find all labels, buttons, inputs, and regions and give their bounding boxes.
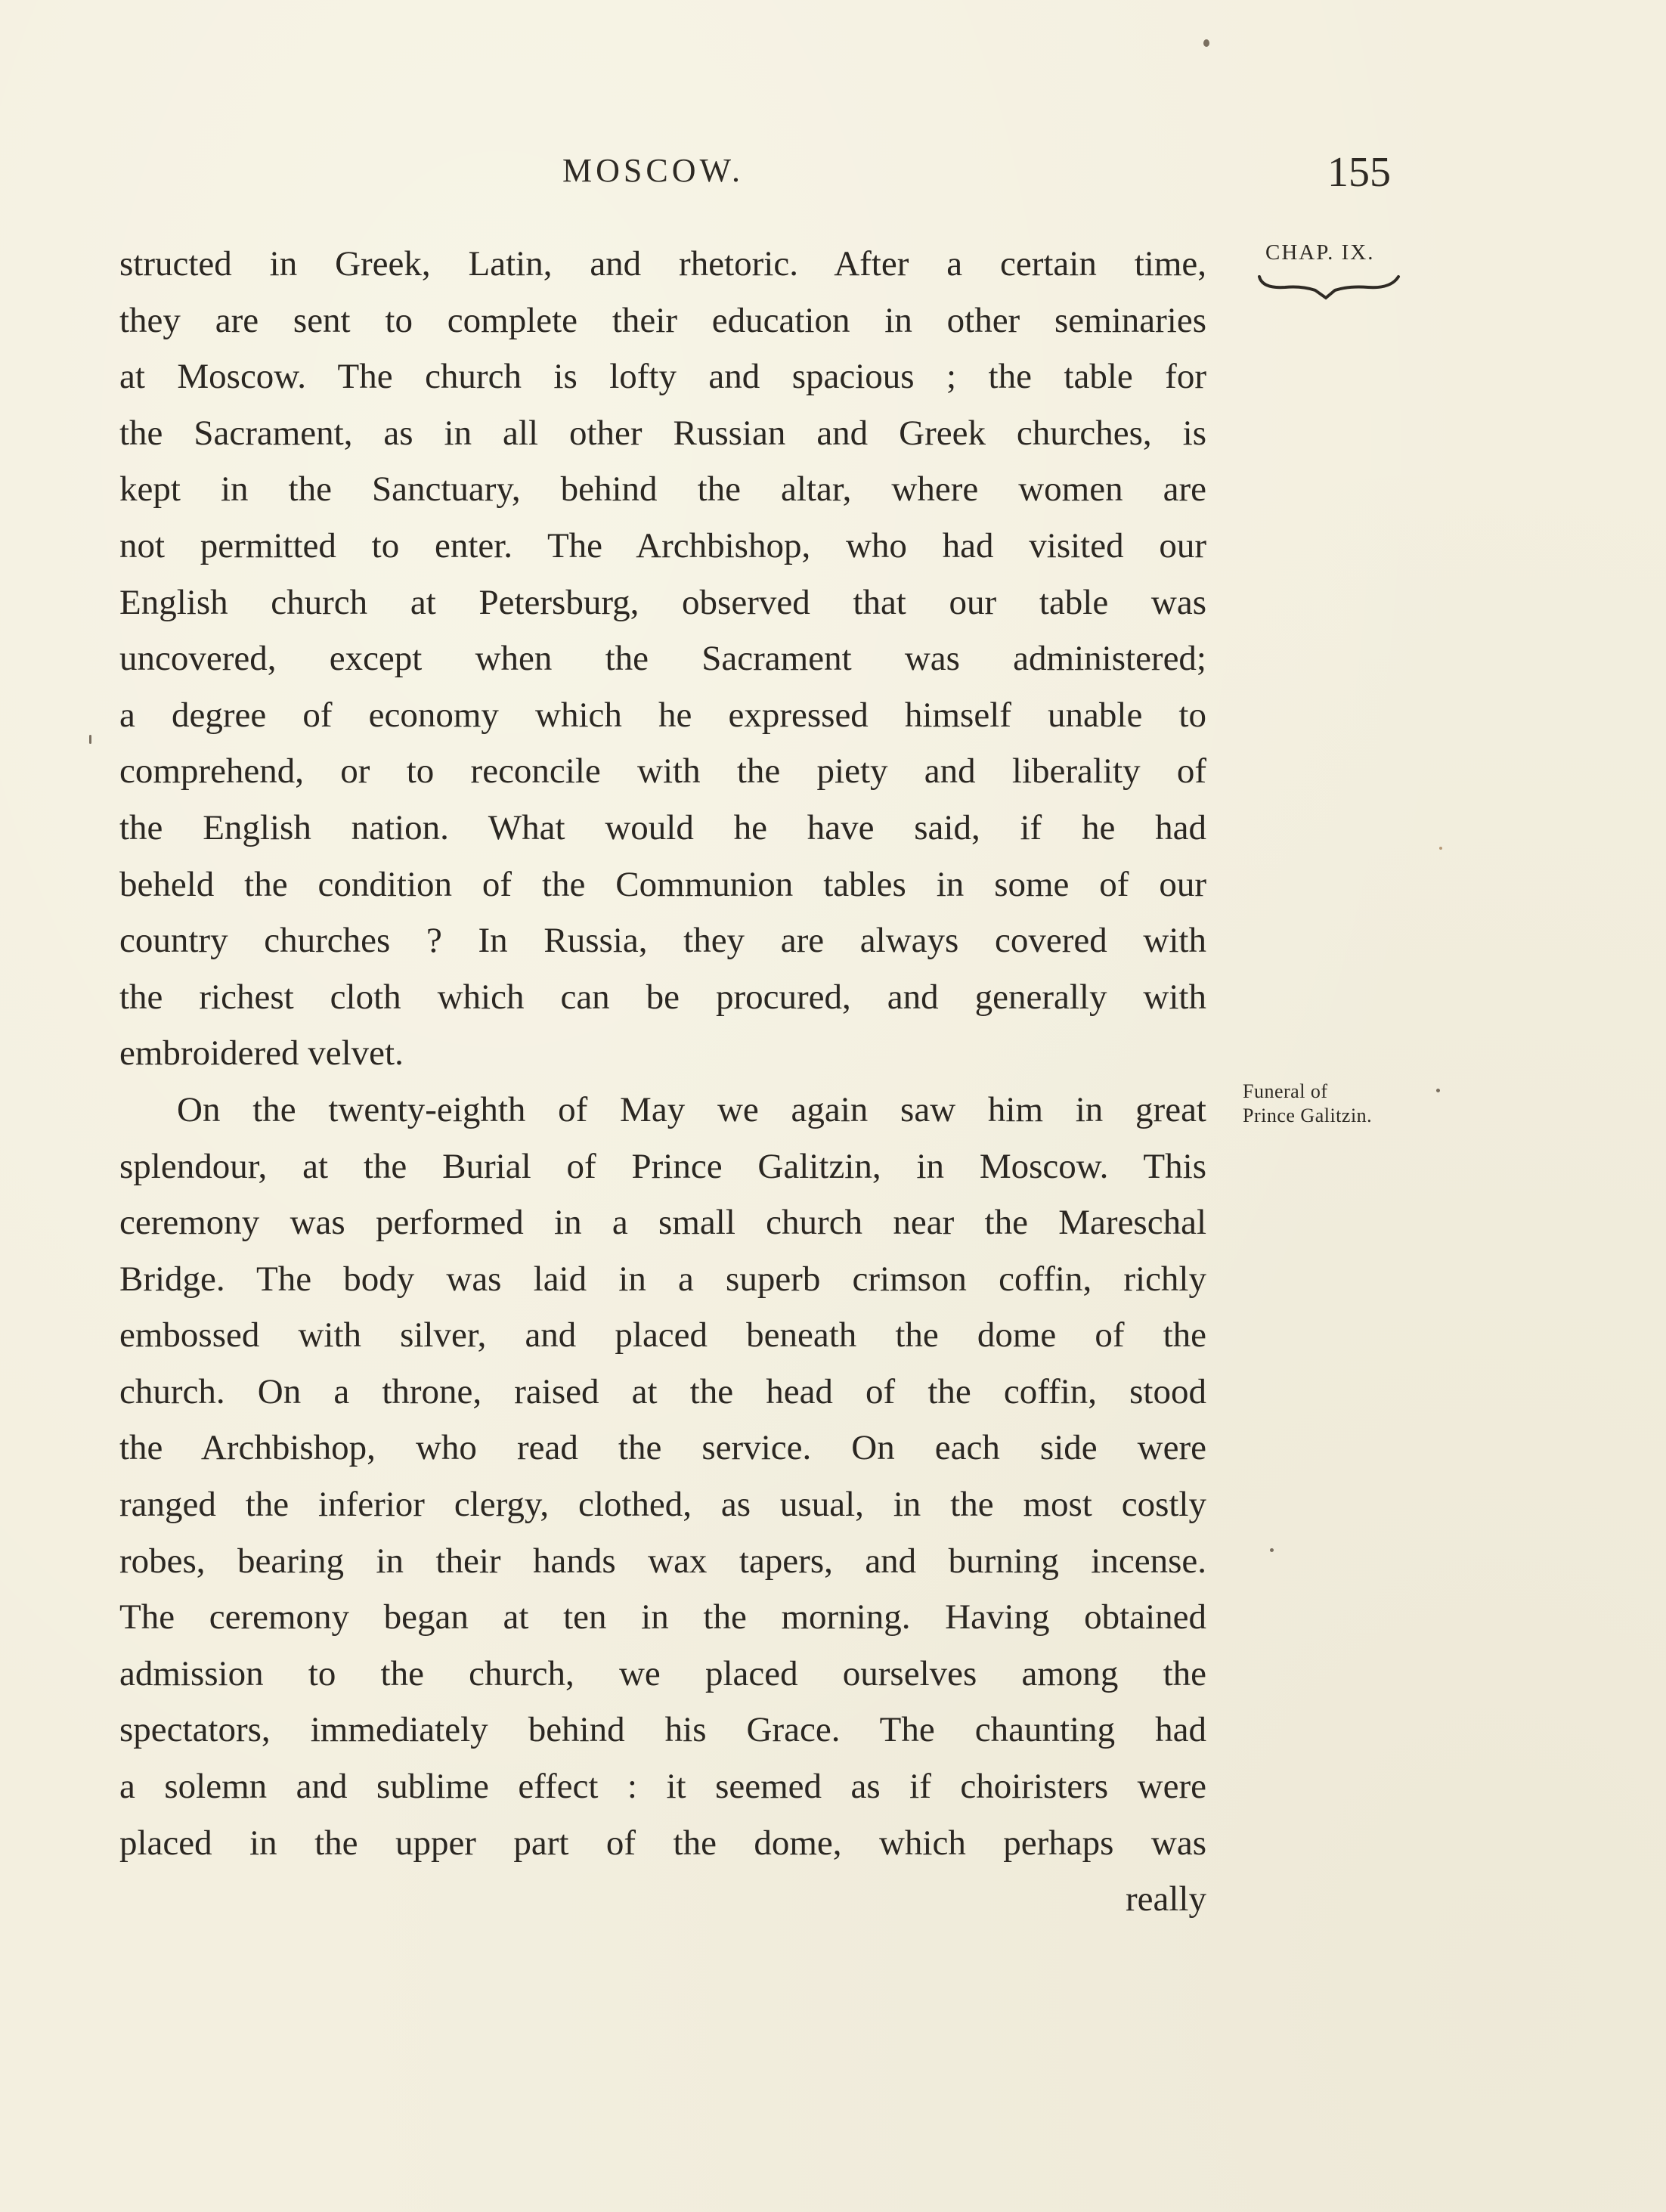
text-line: The ceremony began at ten in the morning. Having obtained xyxy=(119,1597,1206,1637)
paper-speck xyxy=(89,735,91,744)
running-head: MOSCOW. xyxy=(562,152,744,189)
text-line: English church at Petersburg, observed that our table was xyxy=(119,582,1206,622)
text-line: splendour, at the Burial of Prince Galitzin, in Moscow. This xyxy=(119,1146,1206,1186)
text-line: ceremony was performed in a small church near the Mareschal xyxy=(119,1203,1206,1243)
text-line: the English nation. What would he have said, if he had xyxy=(119,807,1206,847)
text-line: uncovered, except when the Sacrament was administered; xyxy=(119,639,1206,679)
chapter-marginal-label: CHAP. IX. xyxy=(1265,240,1375,265)
brace-ornament-icon xyxy=(1255,274,1406,301)
text-line: country churches ? In Russia, they are always covered with xyxy=(119,921,1206,961)
text-line: the Archbishop, who read the service. On each side were xyxy=(119,1428,1206,1468)
text-line: beheld the condition of the Communion tables in some of our xyxy=(119,864,1206,904)
text-line: the richest cloth which can be procured, and generally with xyxy=(119,977,1206,1017)
text-line: embroidered velvet. xyxy=(119,1033,404,1073)
paragraph-first-line: On the twenty-eighth of May we again saw him in great xyxy=(177,1089,1206,1129)
page-number: 155 xyxy=(1327,149,1391,196)
text-line: admission to the church, we placed ourselves among the xyxy=(119,1653,1206,1693)
text-line: kept in the Sanctuary, behind the altar, where women are xyxy=(119,469,1206,510)
text-line: a solemn and sublime effect : it seemed as if choiristers were xyxy=(119,1767,1206,1807)
marginal-note-line-2: Prince Galitzin. xyxy=(1243,1104,1373,1126)
paper-speck xyxy=(1436,1089,1440,1092)
catchword: really xyxy=(1126,1879,1206,1919)
text-line: comprehend, or to reconcile with the piety and liberality of xyxy=(119,751,1206,792)
text-line: embossed with silver, and placed beneath the dome of the xyxy=(119,1315,1206,1355)
funeral-marginal-note xyxy=(1243,1080,1372,1128)
text-line: placed in the upper part of the dome, which perhaps was xyxy=(119,1823,1206,1863)
paper-speck xyxy=(1270,1548,1274,1552)
text-line: at Moscow. The church is lofty and spacious ; the table for xyxy=(119,357,1206,397)
marginal-note-line-1: Funeral of xyxy=(1243,1080,1328,1102)
text-line: ranged the inferior clergy, clothed, as usual, in the most costly xyxy=(119,1485,1206,1525)
text-line: spectators, immediately behind his Grace. The chaunting had xyxy=(119,1710,1206,1750)
text-line: they are sent to complete their education in other seminaries xyxy=(119,300,1206,340)
text-line: not permitted to enter. The Archbishop, who had visited our xyxy=(119,525,1206,565)
text-line: the Sacrament, as in all other Russian and Greek churches, is xyxy=(119,413,1206,453)
paper-speck xyxy=(1439,847,1442,850)
text-line: structed in Greek, Latin, and rhetoric. After a certain time, xyxy=(119,244,1206,283)
paper-speck xyxy=(1203,39,1209,47)
text-line: church. On a throne, raised at the head of the coffin, stood xyxy=(119,1371,1206,1411)
text-line: Bridge. The body was laid in a superb crimson coffin, richly xyxy=(119,1259,1206,1299)
text-line: robes, bearing in their hands wax tapers, and burning incense. xyxy=(119,1541,1206,1581)
body-text xyxy=(119,236,1206,1928)
text-line: a degree of economy which he expressed himself unable to xyxy=(119,695,1206,735)
